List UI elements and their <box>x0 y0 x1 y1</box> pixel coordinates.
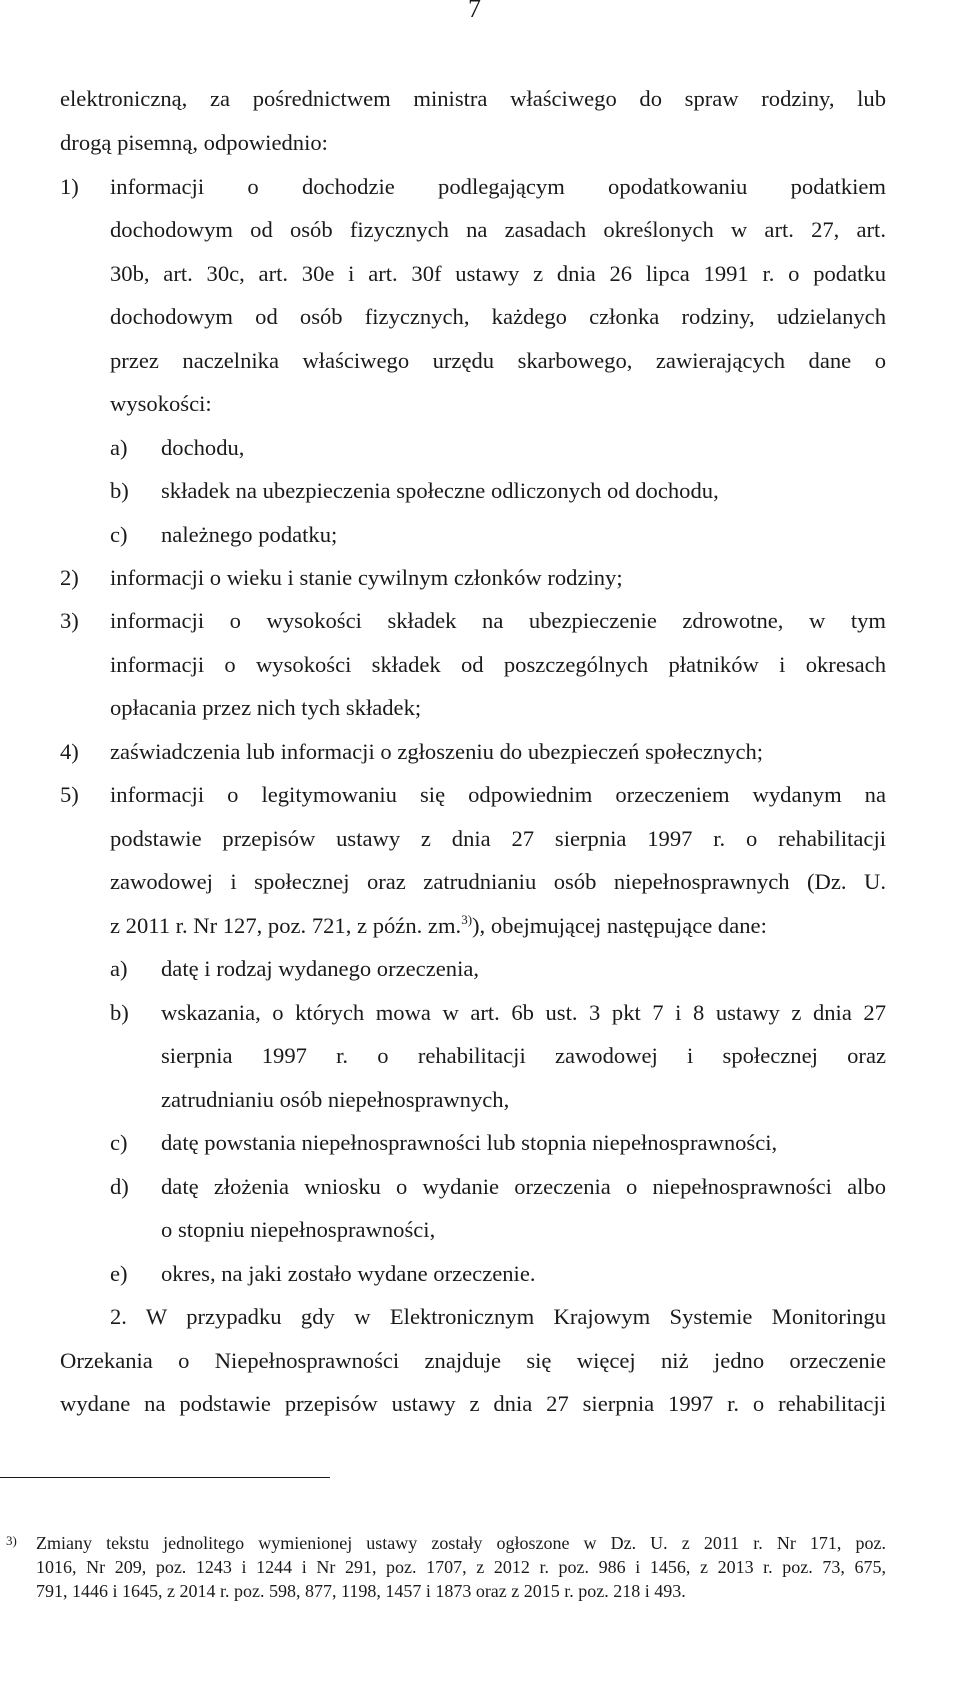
footnote-separator <box>0 1477 330 1478</box>
item-3-number: 3) <box>60 608 79 633</box>
item-1-sub-c-text: należnego podatku; <box>161 522 338 547</box>
item-1-line-4: dochodowym od osób fizycznych, każdego członka rodziny, udzielanych <box>110 304 886 329</box>
item-5-sub-b-letter: b) <box>110 1000 129 1025</box>
item-5-sub-a-letter: a) <box>110 956 128 981</box>
item-5-sub-a-text: datę i rodzaj wydanego orzeczenia, <box>161 956 480 981</box>
item-1-sub-a-letter: a) <box>110 435 128 460</box>
item-5-sub-c-text: datę powstania niepełnosprawności lub stopnia niepełnosprawności, <box>161 1130 778 1155</box>
item-1-line-5: przez naczelnika właściwego urzędu skarbowego, zawierających dane o <box>110 348 886 373</box>
footnote-line-1: Zmiany tekstu jednolitego wymienionej ustawy zostały ogłoszone w Dz. U. z 2011 r. Nr 171, poz. <box>36 1533 886 1553</box>
item-5-sub-c-letter: c) <box>110 1130 128 1155</box>
footnote-line-2: 1016, Nr 209, poz. 1243 i 1244 i Nr 291, poz. 1707, z 2012 r. poz. 986 i 1456, z 2013 r. poz. 73, 675, <box>36 1557 886 1577</box>
item-2-number: 2) <box>60 565 79 590</box>
para-2-line-3: wydane na podstawie przepisów ustawy z dnia 27 sierpnia 1997 r. o rehabilitacji <box>60 1391 886 1416</box>
para-2-line-2: Orzekania o Niepełnosprawności znajduje się więcej niż jedno orzeczenie <box>60 1348 886 1373</box>
page-number: 7 <box>468 0 481 23</box>
item-1-line-6: wysokości: <box>110 391 212 416</box>
item-5-sub-e-text: okres, na jaki zostało wydane orzeczenie. <box>161 1261 536 1286</box>
item-5-sub-b-line-3: zatrudnianiu osób niepełnosprawnych, <box>161 1087 510 1112</box>
item-1-sub-b-text: składek na ubezpieczenia społeczne odliczonych od dochodu, <box>161 478 719 503</box>
item-5-sub-b-line-1: wskazania, o których mowa w art. 6b ust. 3 pkt 7 i 8 ustawy z dnia 27 <box>161 1000 886 1025</box>
item-1-sub-a-text: dochodu, <box>161 435 245 460</box>
item-3-line-2: informacji o wysokości składek od poszczególnych płatników i okresach <box>110 652 886 677</box>
item-1-sub-b-letter: b) <box>110 478 129 503</box>
item-5-line-4 <box>110 911 767 941</box>
intro-line-2: drogą pisemną, odpowiednio: <box>60 130 328 155</box>
item-5-sub-d-line-2: o stopniu niepełnosprawności, <box>161 1217 436 1242</box>
item-5-line-1: informacji o legitymowaniu się odpowiednim orzeczeniem wydanym na <box>110 782 886 807</box>
item-4-text: zaświadczenia lub informacji o zgłoszeniu do ubezpieczeń społecznych; <box>110 739 764 764</box>
item-1-line-2: dochodowym od osób fizycznych na zasadach określonych w art. 27, art. <box>110 217 886 242</box>
item-1-line-3: 30b, art. 30c, art. 30e i art. 30f ustawy z dnia 26 lipca 1991 r. o podatku <box>110 261 886 286</box>
footnote-reference: 3) <box>461 912 473 927</box>
item-5-sub-d-letter: d) <box>110 1174 129 1199</box>
item-5-line-4-after: ), obejmującej następujące dane: <box>472 913 767 938</box>
item-5-sub-d-line-1: datę złożenia wniosku o wydanie orzeczenia o niepełnosprawności albo <box>161 1174 886 1199</box>
item-5-line-4-before: z 2011 r. Nr 127, poz. 721, z późn. zm. <box>110 913 462 938</box>
item-3-line-3: opłacania przez nich tych składek; <box>110 695 422 720</box>
item-5-line-2: podstawie przepisów ustawy z dnia 27 sierpnia 1997 r. o rehabilitacji <box>110 826 886 851</box>
item-5-number: 5) <box>60 782 79 807</box>
item-1-sub-c-letter: c) <box>110 522 128 547</box>
intro-line-1: elektroniczną, za pośrednictwem ministra właściwego do spraw rodziny, lub <box>60 86 886 111</box>
para-2-line-1: 2. W przypadku gdy w Elektronicznym Krajowym Systemie Monitoringu <box>110 1304 886 1329</box>
item-3-line-1: informacji o wysokości składek na ubezpieczenie zdrowotne, w tym <box>110 608 886 633</box>
item-2-text: informacji o wieku i stanie cywilnym członków rodziny; <box>110 565 623 590</box>
item-1-line-1: informacji o dochodzie podlegającym opodatkowaniu podatkiem <box>110 174 886 199</box>
item-5-sub-e-letter: e) <box>110 1261 128 1286</box>
item-5-line-3: zawodowej i społecznej oraz zatrudnianiu osób niepełnosprawnych (Dz. U. <box>110 869 886 894</box>
footnote-mark: 3) <box>6 1533 17 1548</box>
footnote-line-3: 791, 1446 i 1645, z 2014 r. poz. 598, 877, 1198, 1457 i 1873 oraz z 2015 r. poz. 218 i 493. <box>36 1581 686 1601</box>
item-4-number: 4) <box>60 739 79 764</box>
item-1-number: 1) <box>60 174 79 199</box>
item-5-sub-b-line-2: sierpnia 1997 r. o rehabilitacji zawodowej i społecznej oraz <box>161 1043 886 1068</box>
